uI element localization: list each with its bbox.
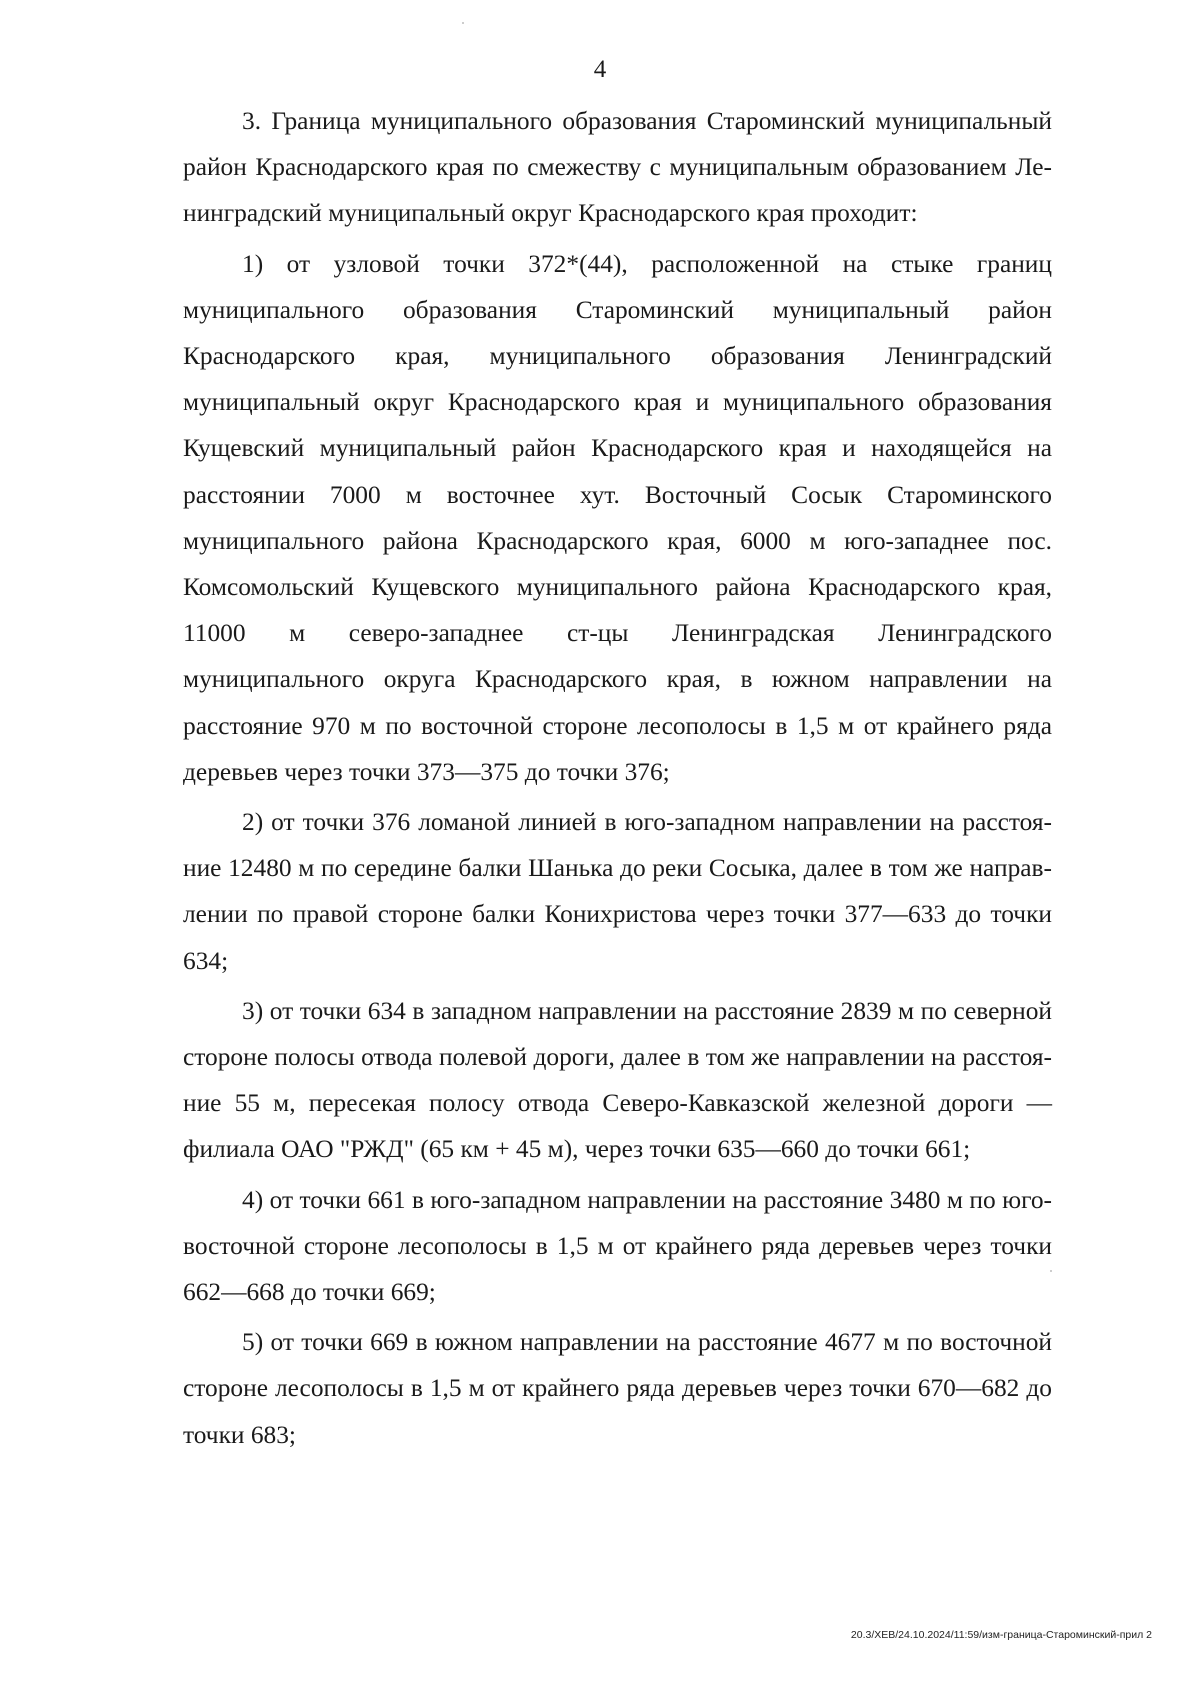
document-body	[183, 98, 1052, 1462]
paragraph-section-1: 1) от узловой точки 372*(44), расположенной на стыке границ муниципального образования Староминский муниципальный район Краснодарского края, муниципального образования Ленинградский муниципальный округ Краснодарского края и муниципального образования Кущевский муниципальный район Краснодарского края и находящейся на расстоянии 7000 м восточнее хут. Восточный Сосык Староминского муниципального района Краснодарского края, 6000 м юго-западнее пос. Комсомольский Кущевского муниципального района Краснодарского края, 11000 м северо-западнее ст-цы Ленинградская Ленинградского муниципального округа Краснодарского края, в южном направлении на расстояние 970 м по восточной стороне лесополосы в 1,5 м от крайнего ряда деревьев через точки 373—375 до точки 376;	[183, 249, 1052, 786]
paragraph-border-intro: 3. Граница муниципального образования Староминский муниципальный район Краснодарского края по смежеству с муниципальным образованием Ленинградский муниципальный округ Краснодарского края проходит:	[183, 107, 1052, 228]
paragraph-section-2: 2) от точки 376 ломаной линией в юго-западном направлении на расстояние 12480 м по середине балки Шанька до реки Сосыка, далее в том же направлении по правой стороне балки Конихристова через точки 377—633 до точки 634;	[183, 808, 1052, 975]
paragraph-section-3: 3) от точки 634 в западном направлении на расстояние 2839 м по северной стороне полосы отвода полевой дороги, далее в том же направлении на расстояние 55 м, пересекая полосу отвода Северо-Кавказской железной дороги — филиала ОАО "РЖД" (65 км + 45 м), через точки 635—660 до точки 661;	[183, 996, 1052, 1164]
paragraph-section-5: 5) от точки 669 в южном направлении на расстояние 4677 м по восточной стороне лесополосы в 1,5 м от крайнего ряда деревьев через точки 670—682 до точки 683;	[183, 1328, 1052, 1449]
scan-speck	[1050, 1270, 1052, 1272]
document-footer-code: 20.3/ХЕВ/24.10.2024/11:59/изм-граница-Староминский-прил 2	[850, 1629, 1152, 1641]
scan-speck	[462, 22, 464, 24]
page-number: 4	[593, 56, 607, 83]
paragraph-section-4: 4) от точки 661 в юго-западном направлении на расстояние 3480 м по юго-восточной стороне лесополосы в 1,5 м от крайнего ряда деревьев через точки 662—668 до точки 669;	[183, 1185, 1052, 1307]
